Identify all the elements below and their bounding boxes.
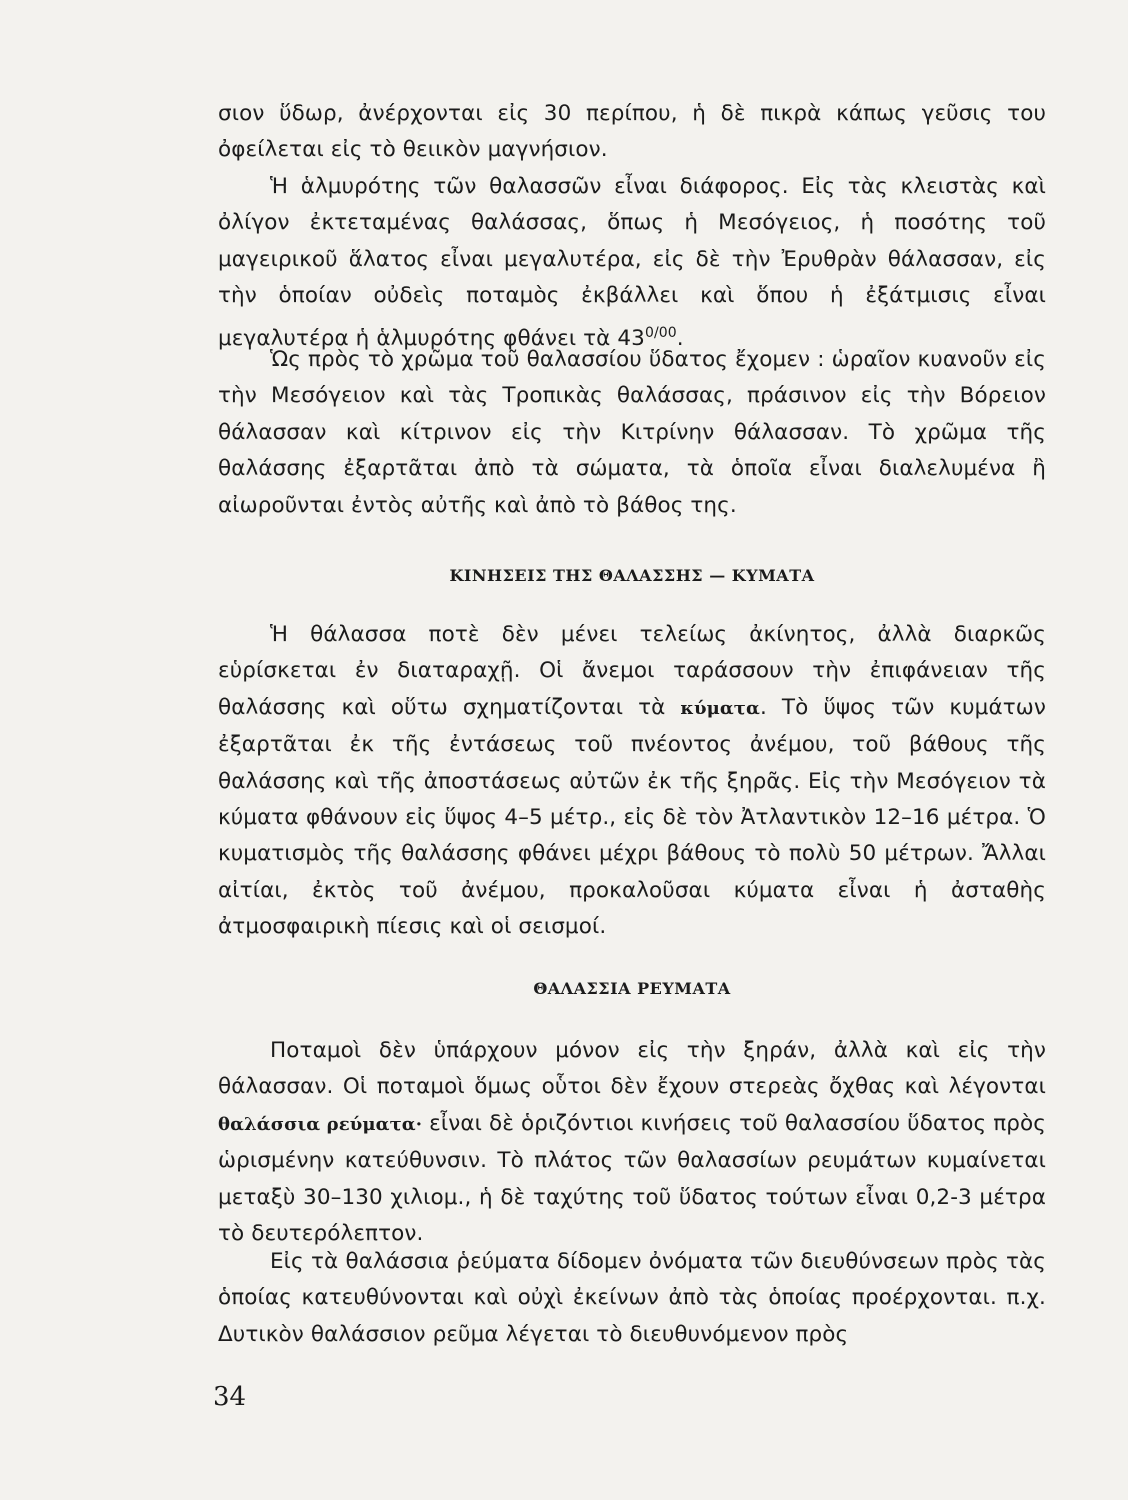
paragraph-color: Ὡς πρὸς τὸ χρῶμα τοῦ θαλασσίου ὕδατος ἔχομεν : ὡραῖον κυανοῦν εἰς τὴν Μεσόγειον καὶ τὰς Τροπικὰς θαλάσσας, πράσινον εἰς τὴν Βόρειον θάλασσαν καὶ κίτρινον εἰς τὴν Κιτρίνην θάλασσαν. Τὸ χρῶμα τῆς θαλάσσης ἐξαρτᾶται ἀπὸ τὰ σώματα, τὰ ὁποῖα εἶναι διαλελυμένα ἢ αἰωροῦνται ἐντὸς αὐτῆς καὶ ἀπὸ τὸ βάθος της.: [218, 347, 1046, 518]
paragraph-current-naming: Εἰς τὰ θαλάσσια ῥεύματα δίδομεν ὀνόματα τῶν διευθύνσεων πρὸς τὰς ὁποίας κατευθύνονται καὶ οὐχὶ ἐκείνων ἀπὸ τὰς ὁποίας προέρχονται. π.χ. Δυτικὸν θαλάσσιον ρεῦμα λέγεται τὸ διευθυνόμενον πρὸς: [218, 1249, 1046, 1347]
section-heading-waves: ΚΙΝΗΣΕΙΣ ΤΗΣ ΘΑΛΑΣΣΗΣ — ΚΥΜΑΤΑ: [449, 566, 815, 585]
paragraph-intro: σιον ὕδωρ, ἀνέρχονται εἰς 30 περίπου, ἡ δὲ πικρὰ κάπως γεῦσις του ὀφείλεται εἰς τὸ θειικὸν μαγνήσιον.: [218, 101, 1046, 163]
term-waves: κύματα: [680, 697, 760, 719]
per-mille-unit: 0/00: [644, 324, 677, 341]
paragraph-waves: Ἡ θάλασσα ποτὲ δὲν μένει τελείως ἀκίνητος, ἀλλὰ διαρκῶς εὑρίσκεται ἐν διαταραχῇ. Οἱ ἄνεμοι ταράσσουν τὴν ἐπιφάνειαν τῆς θαλάσσης καὶ οὕτω σχηματίζονται τὰ κύματα. Τὸ ὕψος τῶν κυμάτων ἐξαρτᾶται ἐκ τῆς ἐντάσεως τοῦ πνέοντος ἀνέμου, τοῦ βάθους τῆς θαλάσσης καὶ τῆς ἀποστάσεως αὐτῶν ἐκ τῆς ξηρᾶς. Εἰς τὴν Μεσόγειον τὰ κύματα φθάνουν εἰς ὕψος 4–5 μέτρ., εἰς δὲ τὸν Ἀτλαντικὸν 12–16 μέτρα. Ὁ κυματισμὸς τῆς θαλάσσης φθάνει μέχρι βάθους τὸ πολὺ 50 μέτρων. Ἄλλαι αἰτίαι, ἐκτὸς τοῦ ἀνέμου, προκαλοῦσαι κύματα εἶναι ἡ ἀσταθὴς ἀτμοσφαιρικὴ πίεσις καὶ οἱ σεισμοί.: [218, 622, 1046, 940]
section-heading-currents: ΘΑΛΑΣΣΙΑ ΡΕΥΜΑΤΑ: [533, 979, 731, 998]
term-sea-currents: θαλάσσια ρεύματα·: [218, 1113, 423, 1135]
paragraph-salinity: Ἡ ἁλμυρότης τῶν θαλασσῶν εἶναι διάφορος. Εἰς τὰς κλειστὰς καὶ ὀλίγον ἐκτεταμένας θαλάσσας, ὅπως ἡ Μεσόγειος, ἡ ποσότης τοῦ μαγειρικοῦ ἅλατος εἶναι μεγαλυτέρα, εἰς δὲ τὴν Ἐρυθρὰν θάλασσαν, εἰς τὴν ὁποίαν οὐδεὶς ποταμὸς ἐκβάλλει καὶ ὅπου ἡ ἐξάτμισις εἶναι μεγαλυτέρα ἡ ἁλμυρότης φθάνει τὰ $43^{0/00}$.: [218, 174, 1046, 351]
page-number: 34: [213, 1382, 247, 1412]
paragraph-currents: Ποταμοὶ δὲν ὑπάρχουν μόνον εἰς τὴν ξηράν, ἀλλὰ καὶ εἰς τὴν θάλασσαν. Οἱ ποταμοὶ ὅμως οὗτοι δὲν ἔχουν στερεὰς ὄχθας καὶ λέγονται θαλάσσια ρεύματα· εἶναι δὲ ὁριζόντιοι κινήσεις τοῦ θαλασσίου ὕδατος πρὸς ὡρισμένην κατεύθυνσιν. Τὸ πλάτος τῶν θαλασσίων ρευμάτων κυμαίνεται μεταξὺ 30–130 χιλιομ., ἡ δὲ ταχύτης τοῦ ὕδατος τούτων εἶναι 0,2-3 μέτρα τὸ δευτερόλεπτον.: [218, 1038, 1047, 1247]
